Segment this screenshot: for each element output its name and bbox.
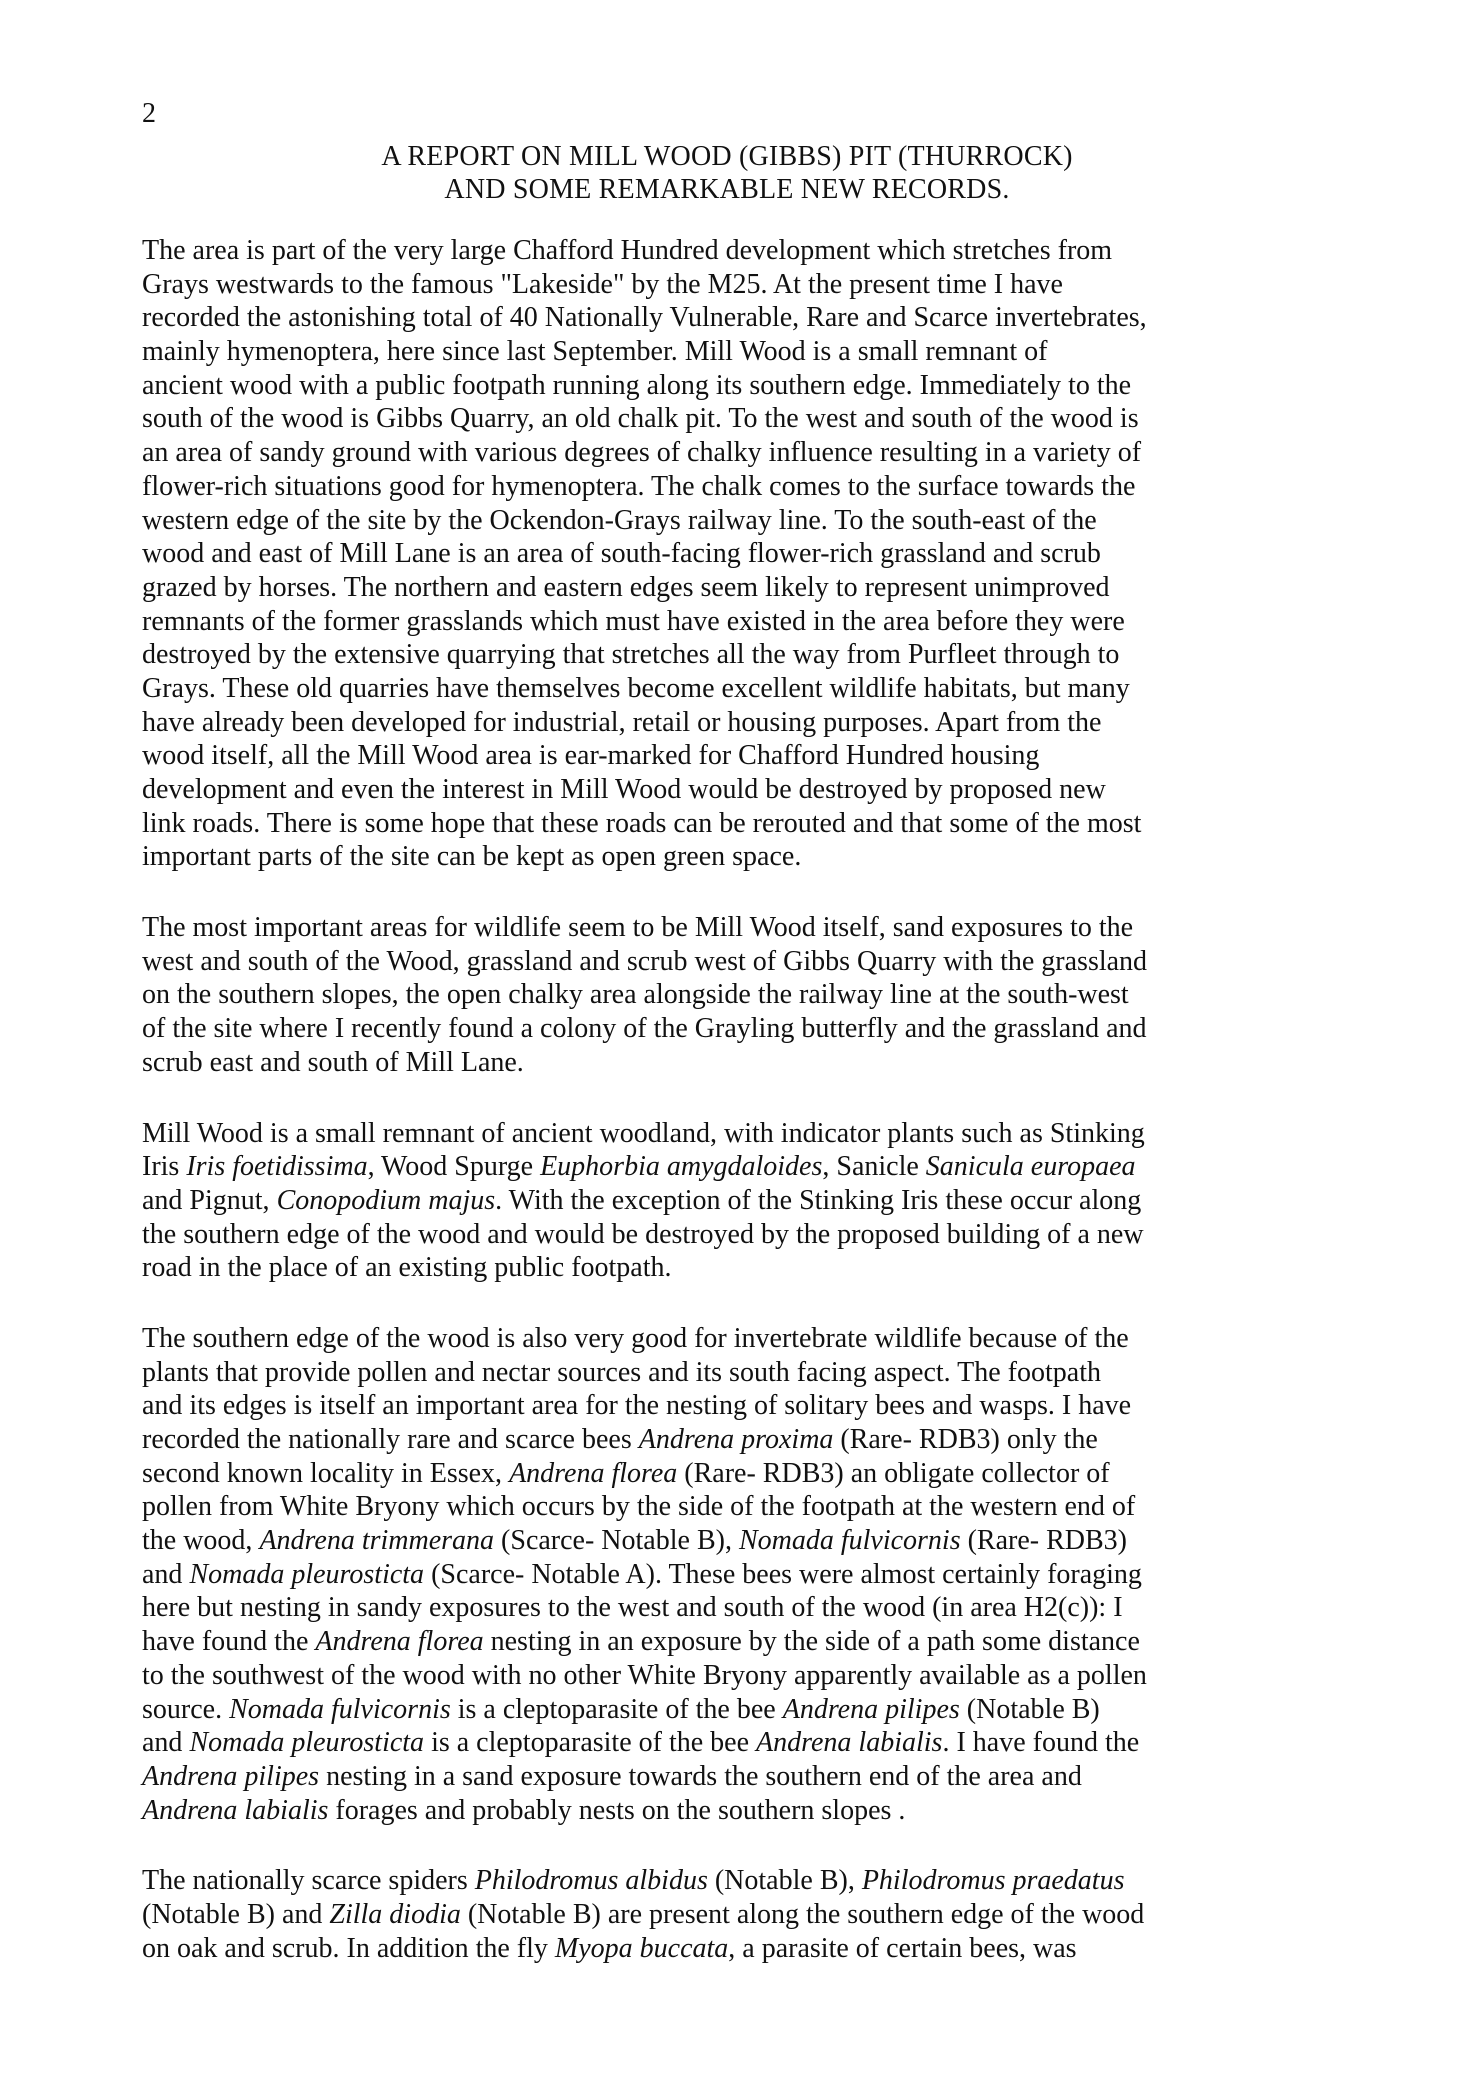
species-name: Andrena trimmerana — [259, 1525, 495, 1557]
text-run: The nationally scarce spiders — [142, 1865, 475, 1897]
text-run: south of the wood is Gibbs Quarry, an old chalk pit. To the west and south of the wood is — [142, 403, 1139, 435]
paragraph — [142, 1322, 1342, 1827]
text-run: nesting in a sand exposure towards the southern end of the area and — [319, 1760, 1082, 1792]
text-line — [142, 739, 1342, 773]
text-line — [142, 638, 1342, 672]
text-run: remnants of the former grasslands which must have existed in the area before they were — [142, 605, 1125, 637]
page-number: 2 — [142, 98, 156, 129]
text-line — [142, 369, 1342, 403]
text-line — [142, 1726, 1342, 1760]
text-line — [142, 470, 1342, 504]
text-line — [142, 504, 1342, 538]
text-line — [142, 773, 1342, 807]
text-run: The area is part of the very large Chafford Hundred development which stretches from — [142, 235, 1113, 266]
text-line — [142, 1150, 1342, 1184]
species-name: Andrena pilipes — [782, 1693, 960, 1725]
text-run: and Pignut, — [142, 1184, 277, 1216]
text-line — [142, 1659, 1342, 1693]
text-line — [142, 1625, 1342, 1659]
text-run: is a cleptoparasite of the bee — [450, 1693, 783, 1725]
text-run: wood and east of Mill Lane is an area of south-facing flower-rich grassland and scrub — [142, 538, 1101, 570]
text-run: (Scarce- Notable A). These bees were almost certainly foraging — [424, 1558, 1142, 1590]
text-run: on the southern slopes, the open chalky area alongside the railway line at the south-west — [142, 979, 1129, 1011]
text-line — [142, 1490, 1342, 1524]
text-run: , a parasite of certain bees, was — [728, 1932, 1077, 1964]
species-name: Andrena pilipes — [142, 1760, 320, 1792]
text-line — [142, 1184, 1342, 1218]
text-line — [142, 605, 1342, 639]
text-run: on oak and scrub. In addition the fly — [142, 1932, 555, 1964]
text-run: (Rare- RDB3) — [960, 1525, 1128, 1557]
text-run: Mill Wood is a small remnant of ancient woodland, with indicator plants such as Stinking — [142, 1117, 1145, 1149]
text-run: (Scarce- Notable B), — [494, 1525, 739, 1557]
text-line — [142, 268, 1342, 302]
text-run: nesting in an exposure by the side of a path some distance — [483, 1626, 1140, 1658]
text-run: the wood, — [142, 1525, 260, 1557]
text-run: mainly hymenoptera, here since last September. Mill Wood is a small remnant of — [142, 336, 1048, 368]
text-run: (Rare- RDB3) an obligate collector of — [677, 1457, 1110, 1489]
text-line — [142, 1760, 1342, 1794]
text-run: here but nesting in sandy exposures to the west and south of the wood (in area H2(c)): I — [142, 1592, 1123, 1624]
text-line — [142, 1322, 1342, 1356]
species-name: Andrena labialis — [756, 1727, 943, 1759]
species-name: Andrena florea — [509, 1457, 678, 1489]
text-line — [142, 301, 1342, 335]
text-line — [142, 1693, 1342, 1727]
text-run: . I have found the — [942, 1727, 1140, 1759]
text-run: second known locality in Essex, — [142, 1457, 510, 1489]
text-run: (Notable B) are present along the southern edge of the wood — [460, 1898, 1145, 1930]
text-line — [142, 1356, 1342, 1390]
species-name: Nomada fulvicornis — [229, 1693, 451, 1725]
paragraph — [142, 1864, 1342, 1965]
text-run: (Rare- RDB3) only the — [833, 1424, 1098, 1455]
text-run: recorded the astonishing total of 40 Nationally Vulnerable, Rare and Scarce invertebrates, — [142, 302, 1147, 334]
text-line — [142, 911, 1342, 945]
species-name: Myopa buccata — [554, 1932, 729, 1964]
text-run: important parts of the site can be kept as open green space. — [142, 841, 802, 873]
paragraph — [142, 1117, 1342, 1285]
text-run: (Notable B) and — [142, 1898, 330, 1930]
text-line — [142, 945, 1342, 979]
text-run: an area of sandy ground with various degrees of chalky influence resulting in a variety of — [142, 437, 1142, 469]
text-line — [142, 1457, 1342, 1491]
text-run: , Sanicle — [822, 1151, 926, 1183]
text-line — [142, 1389, 1342, 1423]
text-run: link roads. There is some hope that these roads can be rerouted and that some of the most — [142, 807, 1142, 839]
text-run: pollen from White Bryony which occurs by the side of the footpath at the western end of — [142, 1491, 1136, 1523]
text-run: forages and probably nests on the southern slopes . — [328, 1794, 906, 1826]
report-body — [142, 234, 1342, 2002]
text-run: is a cleptoparasite of the bee — [424, 1727, 757, 1759]
text-run: of the site where I recently found a colony of the Grayling butterfly and the grassland and — [142, 1013, 1147, 1045]
text-line — [142, 335, 1342, 369]
text-line — [142, 1524, 1342, 1558]
species-name: Sanicula europaea — [925, 1151, 1136, 1183]
text-run: development and even the interest in Mill Wood would be destroyed by proposed new — [142, 774, 1106, 805]
text-line — [142, 1251, 1342, 1285]
text-run: have found the — [142, 1626, 316, 1658]
text-run: flower-rich situations good for hymenoptera. The chalk comes to the surface towards the — [142, 470, 1136, 502]
species-name: Zilla diodia — [329, 1898, 461, 1930]
text-run: west and south of the Wood, grassland and scrub west of Gibbs Quarry with the grassland — [142, 945, 1148, 977]
text-line — [142, 978, 1342, 1012]
species-name: Nomada pleurosticta — [189, 1558, 425, 1590]
species-name: Andrena proxima — [638, 1424, 834, 1455]
text-line — [142, 402, 1342, 436]
text-run: and — [142, 1727, 190, 1759]
text-run: and its edges is itself an important area for the nesting of solitary bees and wasps. I have — [142, 1390, 1132, 1422]
text-run: (Notable B) — [959, 1693, 1100, 1725]
text-run: and — [142, 1558, 190, 1590]
text-run: western edge of the site by the Ockendon-Grays railway line. To the south-east of the — [142, 504, 1097, 536]
text-line — [142, 1558, 1342, 1592]
species-name: Euphorbia amygdaloides — [540, 1151, 823, 1183]
species-name: Nomada fulvicornis — [738, 1525, 961, 1557]
text-run: The southern edge of the wood is also very good for invertebrate wildlife because of the — [142, 1322, 1129, 1354]
text-line — [142, 807, 1342, 841]
text-run: . With the exception of the Stinking Iris these occur along — [495, 1184, 1142, 1216]
text-run: have already been developed for industrial, retail or housing purposes. Apart from the — [142, 706, 1102, 738]
text-line — [142, 1794, 1342, 1828]
text-line — [142, 706, 1342, 740]
text-line — [142, 1117, 1342, 1151]
text-run: The most important areas for wildlife seem to be Mill Wood itself, sand exposures to the — [142, 912, 1134, 944]
paragraph — [142, 234, 1342, 874]
text-run: source. — [142, 1693, 230, 1725]
species-name: Iris foetidissima — [186, 1151, 368, 1183]
text-run: Grays. These old quarries have themselves become excellent wildlife habitats, but many — [142, 672, 1130, 704]
text-run: , Wood Spurge — [367, 1151, 541, 1183]
text-line — [142, 1046, 1342, 1080]
text-run: scrub east and south of Mill Lane. — [142, 1046, 524, 1078]
text-line — [142, 840, 1342, 874]
text-run: wood itself, all the Mill Wood area is ear-marked for Chafford Hundred housing — [142, 740, 1040, 772]
title-line: AND SOME REMARKABLE NEW RECORDS. — [444, 174, 1010, 205]
text-run: (Notable B), — [707, 1865, 862, 1897]
text-run: plants that provide pollen and nectar sources and its south facing aspect. The footpath — [142, 1356, 1101, 1388]
text-line — [142, 1591, 1342, 1625]
text-run: Iris — [142, 1151, 187, 1183]
species-name: Nomada pleurosticta — [189, 1727, 425, 1759]
species-name: Conopodium majus — [276, 1184, 496, 1216]
report-title — [142, 140, 1312, 206]
text-line — [142, 571, 1342, 605]
text-run: road in the place of an existing public footpath. — [142, 1252, 672, 1284]
text-run: recorded the nationally rare and scarce bees — [142, 1424, 639, 1455]
text-run: destroyed by the extensive quarrying that stretches all the way from Purfleet through to — [142, 639, 1120, 671]
text-line — [142, 1012, 1342, 1046]
text-run: grazed by horses. The northern and eastern edges seem likely to represent unimproved — [142, 571, 1110, 603]
paragraph — [142, 911, 1342, 1079]
text-line — [142, 1218, 1342, 1252]
text-run: to the southwest of the wood with no other White Bryony apparently available as a pollen — [142, 1659, 1147, 1691]
species-name: Philodromus albidus — [474, 1865, 708, 1897]
text-line — [142, 1423, 1342, 1457]
text-line — [142, 1898, 1342, 1932]
species-name: Andrena florea — [315, 1626, 484, 1658]
species-name: Philodromus praedatus — [861, 1865, 1125, 1897]
species-name: Andrena labialis — [142, 1794, 329, 1826]
text-line — [142, 234, 1342, 268]
text-run: Grays westwards to the famous "Lakeside" by the M25. At the present time I have — [142, 268, 1063, 300]
title-line: A REPORT ON MILL WOOD (GIBBS) PIT (THURROCK) — [381, 141, 1073, 172]
text-run: the southern edge of the wood and would be destroyed by the proposed building of a new — [142, 1218, 1144, 1250]
text-line — [142, 1932, 1342, 1966]
text-line — [142, 436, 1342, 470]
text-line — [142, 672, 1342, 706]
text-line — [142, 1864, 1342, 1898]
text-line — [142, 537, 1342, 571]
text-run: ancient wood with a public footpath running along its southern edge. Immediately to the — [142, 369, 1132, 401]
